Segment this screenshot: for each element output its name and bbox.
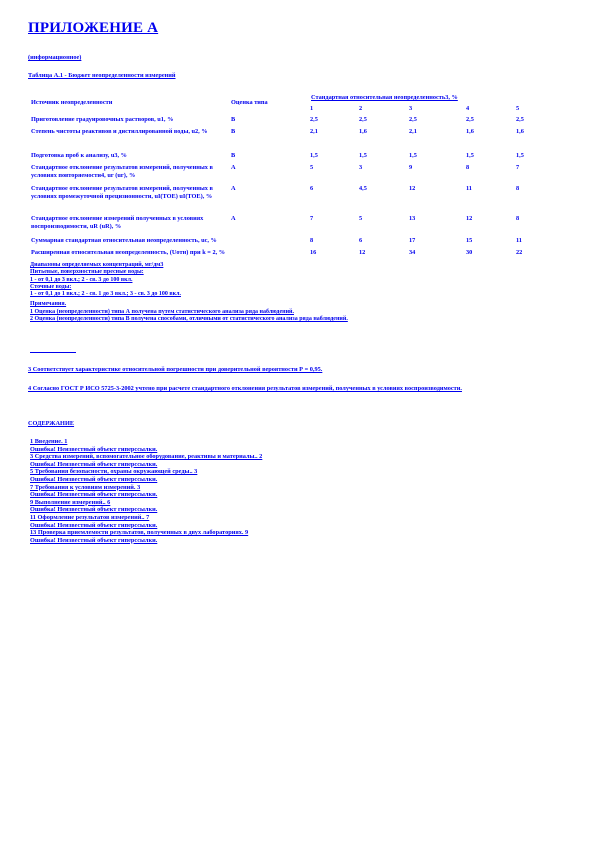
row-source[interactable]: Стандартное отклонение результатов измерений, полученных в условиях промежуточной прецизионности, uI(TOE) uI(TOE), % <box>31 185 213 200</box>
table-of-contents <box>30 438 262 544</box>
row-value[interactable]: 30 <box>466 249 473 256</box>
row-source[interactable]: Подготовка проб к анализу, u3, % <box>31 152 127 159</box>
toc-error-link[interactable]: Ошибка! Неизвестный объект гиперссылки. <box>30 521 158 529</box>
toc-error-link[interactable]: Ошибка! Неизвестный объект гиперссылки. <box>30 506 158 514</box>
row-value[interactable]: 8 <box>516 185 520 192</box>
row-value[interactable]: 7 <box>516 164 520 171</box>
row-value[interactable]: 5 <box>359 215 363 222</box>
row-type[interactable]: В <box>231 128 236 135</box>
row-value[interactable]: 8 <box>310 237 314 244</box>
row-value[interactable]: 12 <box>466 215 473 222</box>
toc-error-link[interactable]: Ошибка! Неизвестный объект гиперссылки. <box>30 491 158 499</box>
row-source[interactable]: Суммарная стандартная относительная неопределенность, uc, % <box>31 237 217 244</box>
row-value[interactable]: 2,5 <box>466 116 474 123</box>
row-value[interactable]: 15 <box>466 237 473 244</box>
appendix-subtitle[interactable]: (информационное) <box>28 54 82 61</box>
row-value[interactable]: 4,5 <box>359 185 367 192</box>
row-value[interactable]: 5 <box>310 164 314 171</box>
note-line[interactable]: 2 Оценка (неопределенности) типа В получена способами, отличными от статистического анализа ряда наблюдений. <box>30 316 348 323</box>
row-value[interactable]: 1,5 <box>466 152 474 159</box>
toc-error-link[interactable]: Ошибка! Неизвестный объект гиперссылки. <box>30 460 158 468</box>
row-value[interactable]: 11 <box>466 185 472 192</box>
appendix-title[interactable]: ПРИЛОЖЕНИЕ А <box>28 20 159 36</box>
row-value[interactable]: 12 <box>409 185 416 192</box>
row-value[interactable]: 6 <box>310 185 314 192</box>
row-value[interactable]: 2,5 <box>310 116 318 123</box>
toc-title[interactable]: СОДЕРЖАНИЕ <box>28 420 75 427</box>
header-level-4[interactable]: 4 <box>466 105 470 112</box>
row-source[interactable]: Степень чистоты реактивов и дистиллированной воды, u2, % <box>31 128 208 135</box>
toc-item[interactable]: 11 Оформление результатов измерений.. 7 <box>30 513 150 521</box>
toc-item[interactable]: 7 Требования к условиям измерений. 3 <box>30 483 141 491</box>
row-type[interactable]: А <box>231 185 236 192</box>
note-line[interactable]: 1 Оценка (неопределенности) типа А получена путем статистического анализа ряда наблюдений. <box>30 308 294 315</box>
note-line[interactable]: 1 - от 0,1 до 1 вкл.; 2 - св. 1 до 3 вкл.; 3 - св. 3 до 100 вкл. <box>30 291 181 298</box>
header-level-3[interactable]: 3 <box>409 105 413 112</box>
row-value[interactable]: 1,5 <box>359 152 367 159</box>
row-type[interactable]: А <box>231 215 236 222</box>
toc-error-link[interactable]: Ошибка! Неизвестный объект гиперссылки. <box>30 536 158 544</box>
row-value[interactable]: 9 <box>409 164 413 171</box>
row-value[interactable]: 11 <box>516 237 522 244</box>
row-value[interactable]: 1,6 <box>466 128 474 135</box>
note-line[interactable]: Сточные воды: <box>30 283 72 290</box>
row-value[interactable]: 2,1 <box>409 128 417 135</box>
toc-item[interactable]: 1 Введение. 1 <box>30 438 68 445</box>
header-uncertainty-span[interactable]: Стандартная относительная неопределенность3, % <box>311 94 458 101</box>
toc-item[interactable]: 5 Требования безопасности, охраны окружающей среды.. 3 <box>30 468 198 476</box>
row-value[interactable]: 17 <box>409 237 416 244</box>
toc-item[interactable]: 3 Средства измерений, вспомогательное оборудование, реактивы и материалы.. 2 <box>30 453 263 461</box>
note-line[interactable]: Примечания. <box>30 301 67 308</box>
header-level-5[interactable]: 5 <box>516 105 520 112</box>
table-caption[interactable]: Таблица А.1 - Бюджет неопределенности измерений <box>28 72 176 79</box>
row-value[interactable]: 2,5 <box>516 116 524 123</box>
row-value[interactable]: 13 <box>409 215 416 222</box>
header-source[interactable]: Источник неопределенности <box>31 99 113 106</box>
row-value[interactable]: 3 <box>359 164 363 171</box>
row-value[interactable]: 34 <box>409 249 416 256</box>
row-type[interactable]: В <box>231 152 236 159</box>
row-value[interactable]: 7 <box>310 215 314 222</box>
toc-error-link[interactable]: Ошибка! Неизвестный объект гиперссылки. <box>30 475 158 483</box>
note-line[interactable]: Питьевые, поверхностные пресные воды: <box>30 269 144 276</box>
row-value[interactable]: 12 <box>359 249 366 256</box>
footnote-4[interactable]: 4 Согласно ГОСТ Р ИСО 5725-3-2002 учтено при расчете стандартного отклонения результатов измерений, полученных в условиях воспроизводимости. <box>28 385 462 392</box>
header-level-2[interactable]: 2 <box>359 105 363 112</box>
row-value[interactable]: 1,5 <box>409 152 417 159</box>
row-value[interactable]: 1,5 <box>310 152 318 159</box>
row-type[interactable]: А <box>231 164 236 171</box>
row-type[interactable]: В <box>231 116 236 123</box>
row-value[interactable]: 2,5 <box>409 116 417 123</box>
row-value[interactable]: 1,5 <box>516 152 524 159</box>
note-line[interactable]: Диапазоны определяемых концентраций, мг/дм3 <box>30 262 164 268</box>
row-value[interactable]: 1,6 <box>516 128 524 135</box>
note-line[interactable]: 1 - от 0,1 до 3 вкл.; 2 - св. 3 до 100 вкл. <box>30 276 133 283</box>
row-source[interactable]: Приготовление градуировочных растворов, u1, % <box>31 116 174 123</box>
footnote-3[interactable]: 3 Соответствует характеристике относительной погрешности при доверительной вероятности Р = 0,95. <box>28 366 323 373</box>
row-value[interactable]: 8 <box>466 164 470 171</box>
row-value[interactable]: 16 <box>310 249 317 256</box>
row-source[interactable]: Расширенная относительная неопределенность, (Uотн) при k = 2, % <box>31 249 226 256</box>
row-value[interactable]: 8 <box>516 215 520 222</box>
row-value[interactable]: 22 <box>516 249 523 256</box>
row-value[interactable]: 2,5 <box>359 116 367 123</box>
row-value[interactable]: 2,1 <box>310 128 318 135</box>
row-source[interactable]: Стандартное отклонение измерений полученных в условиях воспроизводимости, uR (uR), % <box>31 215 204 230</box>
toc-item[interactable]: 13 Проверка приемлемости результатов, полученных в двух лабораториях. 9 <box>30 529 249 537</box>
header-level-1[interactable]: 1 <box>310 105 314 112</box>
toc-error-link[interactable]: Ошибка! Неизвестный объект гиперссылки. <box>30 445 158 453</box>
header-type[interactable]: Оценка типа <box>231 99 268 106</box>
row-value[interactable]: 1,6 <box>359 128 367 135</box>
row-value[interactable]: 6 <box>359 237 363 244</box>
footnote-divider <box>30 352 76 353</box>
toc-item[interactable]: 9 Выполнение измерений.. 6 <box>30 498 111 506</box>
row-source[interactable]: Стандартное отклонение результатов измерений, полученных в условиях повторяемости4, uг (uг), % <box>31 164 213 179</box>
table-notes <box>30 262 348 323</box>
